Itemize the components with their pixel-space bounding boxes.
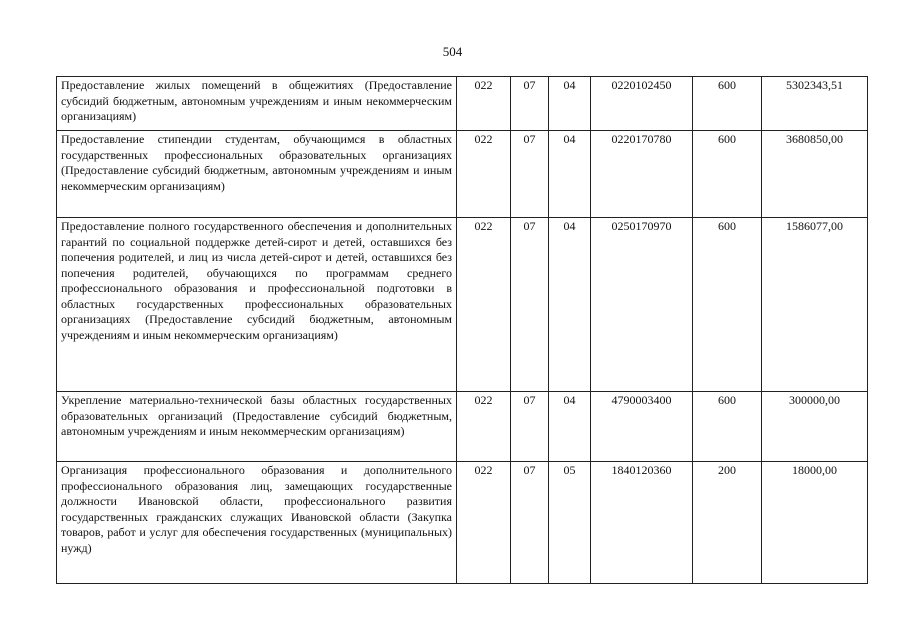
row-target-code: 1840120360 [591,462,693,584]
row-section-code: 07 [511,218,549,392]
row-expense-type-code: 200 [693,462,762,584]
row-expense-type-code: 600 [693,392,762,462]
budget-table [56,76,868,584]
page-number: 504 [442,44,463,59]
row-description: Укрепление материально-технической базы областных государственных образовательных организаций (Предоставление субсидий бюджетным, автономным учреждениям и иным некоммерческим организациям) [57,392,457,462]
table-row [57,392,868,462]
row-section-code: 07 [511,77,549,131]
row-grbs-code: 022 [457,218,511,392]
row-target-code: 0220170780 [591,131,693,218]
row-grbs-code: 022 [457,77,511,131]
row-expense-type-code: 600 [693,131,762,218]
row-amount: 18000,00 [762,462,868,584]
row-expense-type-code: 600 [693,218,762,392]
row-section-code: 07 [511,392,549,462]
row-description: Предоставление жилых помещений в общежитиях (Предоставление субсидий бюджетным, автономным учреждениям и иным некоммерческим организациям) [57,77,457,131]
row-subsection-code: 04 [549,218,591,392]
table-row [57,218,868,392]
row-amount: 3680850,00 [762,131,868,218]
row-section-code: 07 [511,462,549,584]
table-row [57,131,868,218]
row-amount: 300000,00 [762,392,868,462]
row-target-code: 4790003400 [591,392,693,462]
row-subsection-code: 04 [549,77,591,131]
table-row [57,462,868,584]
row-subsection-code: 04 [549,131,591,218]
row-grbs-code: 022 [457,392,511,462]
row-amount: 1586077,00 [762,218,868,392]
row-grbs-code: 022 [457,131,511,218]
row-target-code: 0220102450 [591,77,693,131]
row-grbs-code: 022 [457,462,511,584]
row-description: Предоставление стипендии студентам, обучающимся в областных государственных профессиональных образовательных организациях (Предоставление субсидий бюджетным, автономным учреждениям и иным некоммерческим организациям) [57,131,457,218]
row-amount: 5302343,51 [762,77,868,131]
row-target-code: 0250170970 [591,218,693,392]
table-row [57,77,868,131]
row-description: Предоставление полного государственного обеспечения и дополнительных гарантий по социальной поддержке детей-сирот и детей, оставшихся без попечения родителей, и лиц из числа детей-сирот и детей, оставшихся без попечения родителей, обучающихся по программам среднего профессионального образования и профессиональной подготовки в областных государственных профессиональных образовательных организациях (Предоставление субсидий бюджетным, автономным учреждениям и иным некоммерческим организациям) [57,218,457,392]
row-expense-type-code: 600 [693,77,762,131]
row-description: Организация профессионального образования и дополнительного профессионального образования лиц, замещающих государственные должности Ивановской области, профессионального развития государственных гражданских служащих Ивановской области (Закупка товаров, работ и услуг для обеспечения государственных (муниципальных) нужд) [57,462,457,584]
row-section-code: 07 [511,131,549,218]
row-subsection-code: 05 [549,462,591,584]
row-subsection-code: 04 [549,392,591,462]
